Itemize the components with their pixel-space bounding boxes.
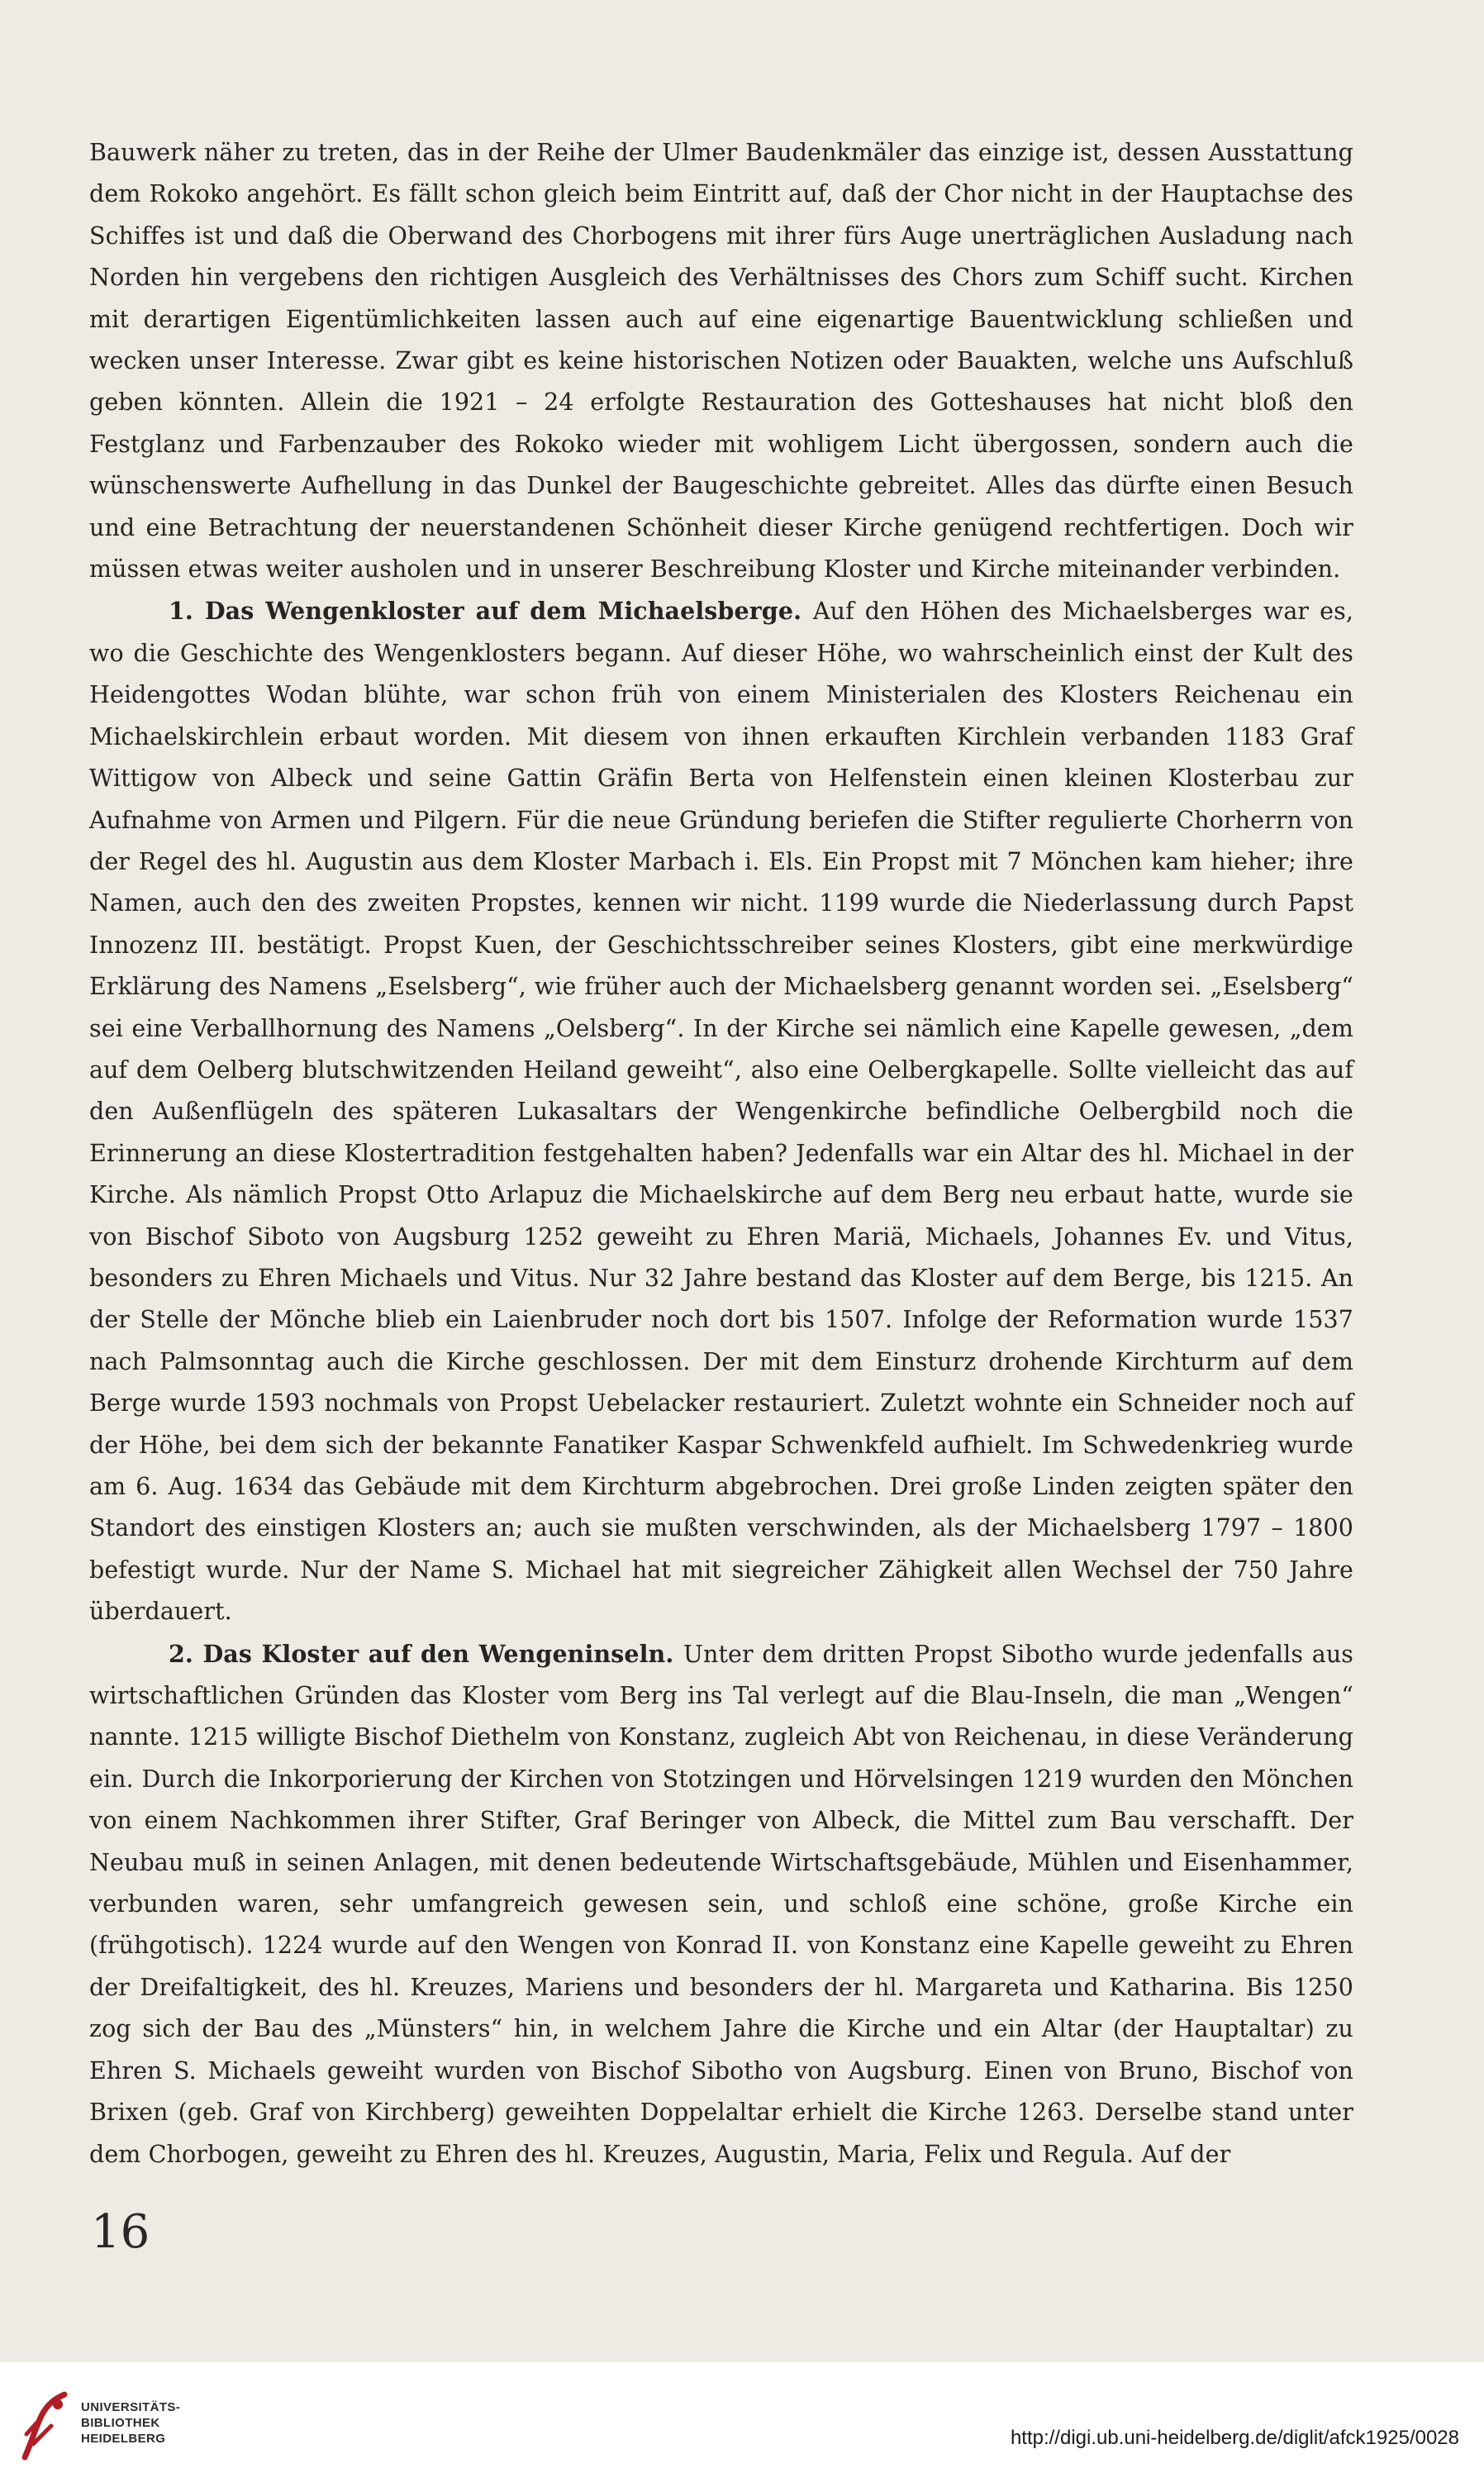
paragraph-section-2	[89, 1633, 1353, 2175]
paragraph-text: Bauwerk näher zu treten, das in der Reihe der Ulmer Baudenkmäler das einzige ist, dessen Ausstattung dem Rokoko angehört. Es fällt schon gleich beim Eintritt auf, daß der Chor nicht in der Hauptachse des Schiffes ist und daß die Oberwand des Chorbogens mit ihrer fürs Auge unerträglichen Ausladung nach Norden hin vergebens den richtigen Ausgleich des Verhältnisses des Chors zum Schiff sucht. Kirchen mit derartigen Eigentümlichkeiten lassen auch auf eine eigenartige Bauentwicklung schließen und wecken unser Interesse. Zwar gibt es keine historischen Notizen oder Bauakten, welche uns Aufschluß geben könnten. Allein die 1921 – 24 erfolgte Restauration des Gotteshauses hat nicht bloß den Festglanz und Farbenzauber des Rokoko wieder mit wohligem Licht übergossen, sondern auch die wünschenswerte Aufhellung in das Dunkel der Baugeschichte gebreitet. Alles das dürfte einen Besuch und eine Betrachtung der neuerstandenen Schönheit dieser Kirche genügend rechtfertigen. Doch wir müssen etwas weiter ausholen und in unserer Beschreibung Kloster und Kirche miteinander verbinden.	[89, 139, 1353, 584]
section-heading-2: 2. Das Kloster auf den Wengeninseln.	[169, 1639, 683, 1668]
library-logo[interactable]	[17, 2385, 207, 2475]
library-name: UNIVERSITÄTS- BIBLIOTHEK HEIDELBERG	[81, 2400, 181, 2446]
body-text	[89, 132, 1353, 2175]
paragraph-text: Unter dem dritten Propst Sibotho wurde jedenfalls aus wirtschaftlichen Gründen das Kloster vom Berg ins Tal verlegt auf die Blau-Inseln, die man „Wengen“ nannte. 1215 willigte Bischof Diethelm von Konstanz, zugleich Abt von Reichenau, in diese Veränderung ein. Durch die Inkorporierung der Kirchen von Stotzingen und Hörvelsingen 1219 wurden den Mönchen von einem Nachkommen ihrer Stifter, Graf Beringer von Albeck, die Mittel zum Bau verschafft. Der Neubau muß in seinen Anlagen, mit denen bedeutende Wirtschaftsgebäude, Mühlen und Eisenhammer, verbunden waren, sehr umfangreich gewesen sein, und schloß eine schöne, große Kirche ein (frühgotisch). 1224 wurde auf den Wengen von Konrad II. von Konstanz eine Kapelle geweiht zu Ehren der Dreifaltigkeit, des hl. Kreuzes, Mariens und besonders der hl. Margareta und Katharina. Bis 1250 zog sich der Bau des „Münsters“ hin, in welchem Jahre die Kirche und ein Altar (der Hauptaltar) zu Ehren S. Michaels geweiht wurden von Bischof Sibotho von Augsburg. Einen von Bruno, Bischof von Brixen (geb. Graf von Kirchberg) geweihten Doppelaltar erhielt die Kirche 1263. Derselbe stand unter dem Chorbogen, geweiht zu Ehren des hl. Kreuzes, Augustin, Maria, Felix und Regula. Auf der	[89, 1640, 1353, 2168]
section-heading-1: 1. Das Wengenkloster auf dem Michaelsberge.	[169, 597, 813, 626]
paragraph-text: Auf den Höhen des Michaelsberges war es, wo die Geschichte des Wengenklosters begann. Auf dieser Höhe, wo wahrscheinlich einst der Kult des Heidengottes Wodan blühte, war schon früh von einem Ministerialen des Klosters Reichenau ein Michaelskirchlein erbaut worden. Mit diesem von ihnen erkauften Kirchlein verbanden 1183 Graf Wittigow von Albeck und seine Gattin Gräfin Berta von Helfenstein einen kleinen Klosterbau zur Aufnahme von Armen und Pilgern. Für die neue Gründung beriefen die Stifter regulierte Chorherrn von der Regel des hl. Augustin aus dem Kloster Marbach i. Els. Ein Propst mit 7 Mönchen kam hieher; ihre Namen, auch den des zweiten Propstes, kennen wir nicht. 1199 wurde die Niederlassung durch Papst Innozenz III. bestätigt. Propst Kuen, der Geschichtsschreiber seines Klosters, gibt eine merkwürdige Erklärung des Namens „Eselsberg“, wie früher auch der Michaelsberg genannt worden sei. „Eselsberg“ sei eine Verballhornung des Namens „Oelsberg“. In der Kirche sei nämlich eine Kapelle gewesen, „dem auf dem Oelberg blutschwitzenden Heiland geweiht“, also eine Oelbergkapelle. Sollte vielleicht das auf den Außenflügeln des späteren Lukasaltars der Wengenkirche befindliche Oelbergbild noch die Erinnerung an diese Klostertradition festgehalten haben? Jedenfalls war ein Altar des hl. Michael in der Kirche. Als nämlich Propst Otto Arlapuz die Michaelskirche auf dem Berg neu erbaut hatte, wurde sie von Bischof Siboto von Augsburg 1252 geweiht zu Ehren Mariä, Michaels, Johannes Ev. und Vitus, besonders zu Ehren Michaels und Vitus. Nur 32 Jahre bestand das Kloster auf dem Berge, bis 1215. An der Stelle der Mönche blieb ein Laienbruder noch dort bis 1507. Infolge der Reformation wurde 1537 nach Palmsonntag auch die Kirche geschlossen. Der mit dem Einsturz drohende Kirchturm auf dem Berge wurde 1593 nochmals von Propst Uebelacker restauriert. Zuletzt wohnte ein Schneider noch auf der Höhe, bei dem sich der bekannte Fanatiker Kaspar Schwenkfeld aufhielt. Im Schwedenkrieg wurde am 6. Aug. 1634 das Gebäude mit dem Kirchturm abgebrochen. Drei große Linden zeigten später den Standort des einstigen Klosters an; auch sie mußten verschwinden, als der Michaelsberg 1797 – 1800 befestigt wurde. Nur der Name S. Michael hat mit siegreicher Zähigkeit allen Wechsel der 750 Jahre überdauert.	[89, 598, 1353, 1626]
source-url-link[interactable]: http://digi.ub.uni-heidelberg.de/diglit/afck1925/0028	[1010, 2427, 1459, 2449]
page-number: 16	[91, 2205, 150, 2259]
paragraph-section-1	[89, 590, 1353, 1632]
paragraph-intro	[89, 132, 1353, 590]
library-seal-icon	[17, 2385, 74, 2467]
